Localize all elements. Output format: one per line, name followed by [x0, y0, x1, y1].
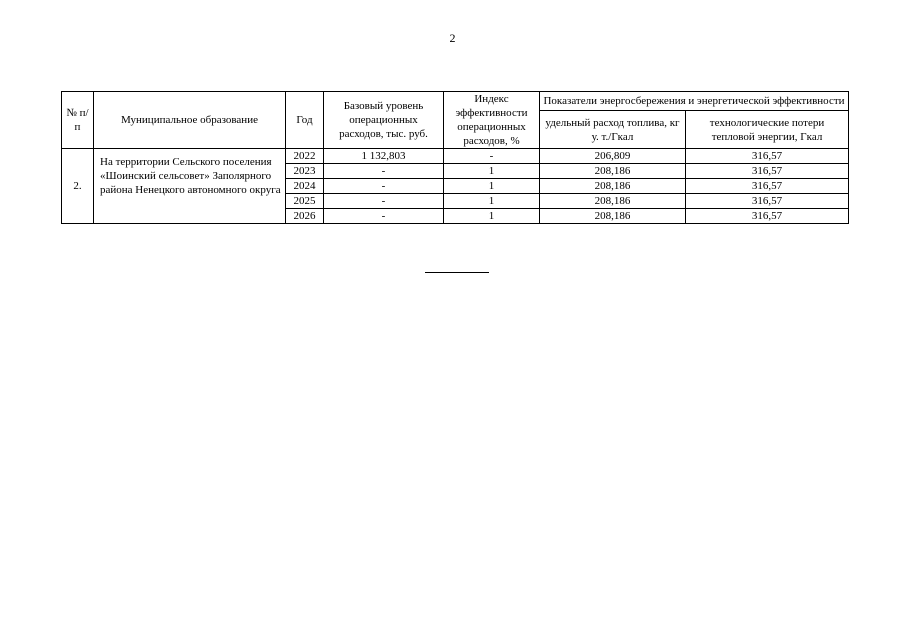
- cell-fuel-rate: 208,186: [540, 209, 686, 224]
- cell-year: 2024: [286, 179, 324, 194]
- header-row-top: [62, 92, 849, 111]
- cell-heat-loss: 316,57: [686, 164, 849, 179]
- table-row: [62, 149, 849, 164]
- cell-efficiency-index: 1: [444, 194, 540, 209]
- cell-year: 2023: [286, 164, 324, 179]
- header-base-level: Базовый уровень операционных расходов, тыс. руб.: [324, 92, 444, 149]
- header-fuel-rate: удельный расход топлива, кг у. т./Гкал: [540, 111, 686, 149]
- cell-year: 2026: [286, 209, 324, 224]
- cell-base-level: -: [324, 164, 444, 179]
- cell-base-level: -: [324, 194, 444, 209]
- cell-fuel-rate: 208,186: [540, 179, 686, 194]
- header-year: Год: [286, 92, 324, 149]
- energy-efficiency-table: [61, 91, 849, 224]
- header-num: № п/п: [62, 92, 94, 149]
- cell-heat-loss: 316,57: [686, 194, 849, 209]
- header-municipality: Муниципальное образование: [94, 92, 286, 149]
- closing-rule-divider: [425, 272, 489, 273]
- cell-heat-loss: 316,57: [686, 149, 849, 164]
- cell-year: 2025: [286, 194, 324, 209]
- cell-fuel-rate: 208,186: [540, 194, 686, 209]
- cell-base-level: 1 132,803: [324, 149, 444, 164]
- cell-efficiency-index: 1: [444, 164, 540, 179]
- cell-heat-loss: 316,57: [686, 209, 849, 224]
- cell-base-level: -: [324, 179, 444, 194]
- header-efficiency-index: Индекс эффективности операционных расходов, %: [444, 92, 540, 149]
- row-number: 2.: [62, 149, 94, 224]
- cell-year: 2022: [286, 149, 324, 164]
- cell-fuel-rate: 206,809: [540, 149, 686, 164]
- municipality-name: На территории Сельского поселения «Шоинский сельсовет» Заполярного района Ненецкого автономного округа: [94, 149, 286, 224]
- cell-fuel-rate: 208,186: [540, 164, 686, 179]
- cell-base-level: -: [324, 209, 444, 224]
- cell-efficiency-index: 1: [444, 209, 540, 224]
- header-heat-loss: технологические потери тепловой энергии, Гкал: [686, 111, 849, 149]
- cell-efficiency-index: 1: [444, 179, 540, 194]
- cell-heat-loss: 316,57: [686, 179, 849, 194]
- cell-efficiency-index: -: [444, 149, 540, 164]
- header-indicators-group: Показатели энергосбережения и энергетической эффективности: [540, 92, 849, 111]
- page-number: 2: [449, 31, 456, 45]
